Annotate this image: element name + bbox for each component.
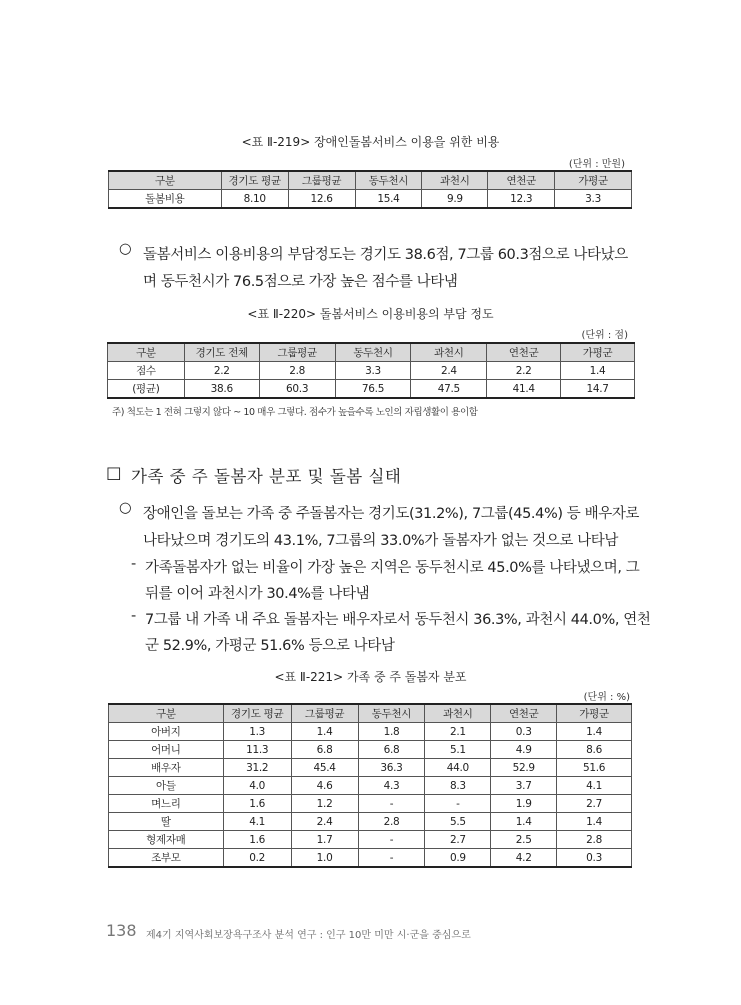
para2-line1: 장애인을 돌보는 가족 중 주돌봄자는 경기도(31.2%), 7그룹(45.4%) 등 배우자로: [143, 506, 640, 522]
dash2-line2: 군 52.9%, 가평군 51.6% 등으로 나타남: [145, 638, 395, 654]
header-cell: 과천시: [422, 171, 488, 190]
dash-bullet: -: [131, 608, 137, 624]
table-cell: 76.5: [335, 380, 411, 399]
table-cell: 1.4: [557, 723, 632, 741]
table-220-unit: (단위 : 점): [581, 330, 628, 341]
table-row: [108, 380, 635, 399]
row-label: 며느리: [109, 795, 224, 813]
table-cell: 36.3: [358, 759, 425, 777]
table-cell: 38.6: [184, 380, 259, 399]
table-cell: 2.2: [487, 362, 561, 380]
table-221-caption: <표 Ⅱ-221> 가족 중 주 돌봄자 분포: [274, 670, 467, 684]
table-220: [107, 342, 635, 399]
table-221-unit: (단위 : %): [583, 692, 630, 703]
table-cell: 4.0: [223, 777, 291, 795]
header-cell: 동두천시: [355, 171, 422, 190]
para2-line2: 나타났으며 경기도의 43.1%, 7그룹의 33.0%가 돌봄자가 없는 것으로 나타남: [143, 533, 619, 549]
table-cell: 4.1: [557, 777, 632, 795]
table-cell: 1.8: [358, 723, 425, 741]
table-cell: 2.8: [259, 362, 335, 380]
table-cell: 4.1: [223, 813, 291, 831]
table-cell: 8.6: [557, 741, 632, 759]
table-cell: 5.5: [425, 813, 491, 831]
table-cell: 2.2: [184, 362, 259, 380]
dash2-line1: 7그룹 내 가족 내 주요 돌봄자는 배우자로서 동두천시 36.3%, 과천시 44.0%, 연천: [145, 612, 651, 628]
table-cell: 1.2: [291, 795, 358, 813]
table-cell: 12.6: [288, 190, 355, 209]
table-cell: 3.7: [491, 777, 557, 795]
table-cell: 1.6: [223, 795, 291, 813]
table-cell: 1.9: [491, 795, 557, 813]
header-cell: 가평군: [555, 171, 632, 190]
table-cell: 12.3: [488, 190, 555, 209]
table-cell: 8.10: [221, 190, 288, 209]
row-label: 아버지: [109, 723, 224, 741]
table-cell: -: [358, 849, 425, 868]
row-label: 형제자매: [109, 831, 224, 849]
table-cell: 60.3: [259, 380, 335, 399]
table-cell: 1.7: [291, 831, 358, 849]
table-cell: 51.6: [557, 759, 632, 777]
section-marker: □: [106, 463, 123, 482]
table-cell: 9.9: [422, 190, 488, 209]
page-number: 138: [106, 921, 137, 940]
table-cell: 6.8: [291, 741, 358, 759]
dash1-line2: 뒤를 이어 과천시가 30.4%를 나타냄: [145, 586, 370, 602]
table-header-row: [109, 704, 632, 723]
table-cell: -: [425, 795, 491, 813]
table-row: [109, 777, 632, 795]
table-cell: 1.0: [291, 849, 358, 868]
circle-bullet: ○: [119, 241, 132, 257]
row-label: 딸: [109, 813, 224, 831]
table-cell: 52.9: [491, 759, 557, 777]
row-label: 돌봄비용: [109, 190, 222, 209]
table-row: [108, 362, 635, 380]
table-219: [108, 170, 632, 209]
table-cell: 0.3: [557, 849, 632, 868]
row-label: (평균): [108, 380, 185, 399]
table-cell: 5.1: [425, 741, 491, 759]
table-220-caption: <표 Ⅱ-220> 돌봄서비스 이용비용의 부담 정도: [247, 307, 494, 321]
header-cell: 그룹평균: [259, 343, 335, 362]
para1-line1: 돌봄서비스 이용비용의 부담정도는 경기도 38.6점, 7그룹 60.3점으로 나타났으: [143, 247, 628, 263]
section-title: 가족 중 주 돌봄자 분포 및 돌봄 실태: [131, 467, 402, 486]
table-row: [109, 849, 632, 868]
table-cell: 2.4: [291, 813, 358, 831]
footer-text: 제4기 지역사회보장욕구조사 분석 연구 : 인구 10만 미만 시·군을 중심으로: [146, 930, 471, 941]
table-cell: 4.2: [491, 849, 557, 868]
table-cell: 1.4: [491, 813, 557, 831]
table-cell: 3.3: [555, 190, 632, 209]
table-cell: 3.3: [335, 362, 411, 380]
table-cell: 11.3: [223, 741, 291, 759]
table-cell: 1.4: [291, 723, 358, 741]
row-label: 아들: [109, 777, 224, 795]
table-row: [109, 759, 632, 777]
circle-bullet: ○: [119, 500, 132, 516]
table-219-caption: <표 Ⅱ-219> 장애인돌봄서비스 이용을 위한 비용: [241, 135, 500, 149]
table-cell: 6.8: [358, 741, 425, 759]
table-cell: 2.5: [491, 831, 557, 849]
table-cell: 0.3: [491, 723, 557, 741]
table-220-note: 주) 척도는 1 전혀 그렇지 않다 ~ 10 매우 그렇다. 점수가 높을수록 노인의 자립생활이 용이함: [112, 407, 478, 418]
table-cell: 1.3: [223, 723, 291, 741]
header-cell: 과천시: [411, 343, 487, 362]
table-cell: 14.7: [561, 380, 635, 399]
row-label: 조부모: [109, 849, 224, 868]
header-cell: 구분: [108, 343, 185, 362]
table-row: [109, 795, 632, 813]
table-cell: 0.9: [425, 849, 491, 868]
table-cell: 2.1: [425, 723, 491, 741]
table-cell: 4.3: [358, 777, 425, 795]
table-221: [108, 703, 632, 868]
table-row: [109, 723, 632, 741]
row-label: 어머니: [109, 741, 224, 759]
table-cell: 8.3: [425, 777, 491, 795]
table-cell: 4.6: [291, 777, 358, 795]
table-cell: 1.4: [561, 362, 635, 380]
table-cell: 41.4: [487, 380, 561, 399]
table-cell: 45.4: [291, 759, 358, 777]
table-cell: -: [358, 831, 425, 849]
table-cell: 1.6: [223, 831, 291, 849]
table-row: [109, 190, 632, 209]
dash-bullet: -: [131, 556, 137, 572]
header-cell: 연천군: [491, 704, 557, 723]
header-cell: 가평군: [561, 343, 635, 362]
header-cell: 경기도 평균: [223, 704, 291, 723]
header-cell: 구분: [109, 171, 222, 190]
header-cell: 동두천시: [358, 704, 425, 723]
table-header-row: [108, 343, 635, 362]
table-row: [109, 741, 632, 759]
header-cell: 연천군: [487, 343, 561, 362]
table-cell: 1.4: [557, 813, 632, 831]
table-cell: 31.2: [223, 759, 291, 777]
table-cell: 2.8: [557, 831, 632, 849]
table-cell: 2.7: [557, 795, 632, 813]
table-cell: 47.5: [411, 380, 487, 399]
para1-line2: 며 동두천시가 76.5점으로 가장 높은 점수를 나타냄: [143, 274, 458, 290]
header-cell: 그룹평균: [288, 171, 355, 190]
table-cell: 4.9: [491, 741, 557, 759]
header-cell: 연천군: [488, 171, 555, 190]
table-cell: 2.7: [425, 831, 491, 849]
row-label: 점수: [108, 362, 185, 380]
header-cell: 동두천시: [335, 343, 411, 362]
header-cell: 경기도 전체: [184, 343, 259, 362]
table-cell: 2.4: [411, 362, 487, 380]
header-cell: 구분: [109, 704, 224, 723]
header-cell: 경기도 평균: [221, 171, 288, 190]
header-cell: 과천시: [425, 704, 491, 723]
table-cell: 15.4: [355, 190, 422, 209]
table-cell: 44.0: [425, 759, 491, 777]
header-cell: 가평군: [557, 704, 632, 723]
table-219-unit: (단위 : 만원): [568, 159, 625, 170]
table-row: [109, 813, 632, 831]
table-row: [109, 831, 632, 849]
table-cell: 2.8: [358, 813, 425, 831]
header-cell: 그룹평균: [291, 704, 358, 723]
row-label: 배우자: [109, 759, 224, 777]
dash1-line1: 가족돌봄자가 없는 비율이 가장 높은 지역은 동두천시로 45.0%를 나타냈으며, 그: [145, 560, 640, 576]
table-cell: 0.2: [223, 849, 291, 868]
table-cell: -: [358, 795, 425, 813]
table-header-row: [109, 171, 632, 190]
